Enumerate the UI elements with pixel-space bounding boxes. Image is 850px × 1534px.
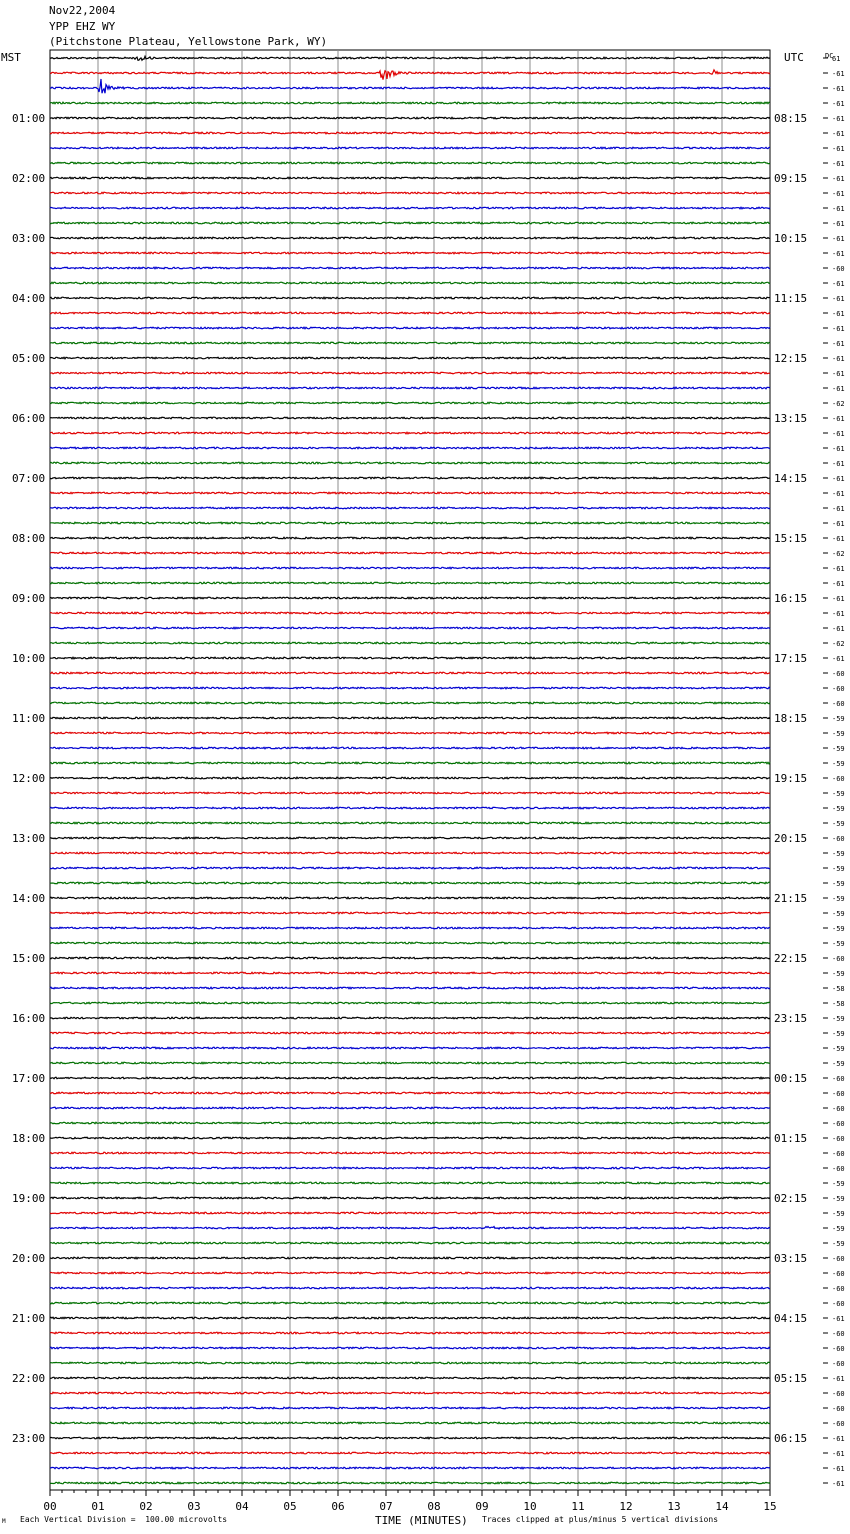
dc-offset-label: -60 <box>832 835 845 843</box>
dc-offset-label: -59 <box>832 1180 845 1188</box>
seismic-trace <box>50 807 770 809</box>
utc-hour-label: 11:15 <box>774 292 808 305</box>
x-tick-label: 02 <box>139 1500 153 1513</box>
dc-offset-label: -62 <box>832 550 845 558</box>
seismic-trace <box>50 717 770 719</box>
dc-offset-label: -61 <box>832 100 845 108</box>
seismic-trace <box>50 117 770 119</box>
seismic-trace <box>50 56 770 60</box>
x-axis-title: TIME (MINUTES) <box>375 1514 468 1527</box>
dc-offset-label: -59 <box>832 730 845 738</box>
dc-offset-label: -61 <box>832 85 845 93</box>
dc-offset-label: -60 <box>832 265 845 273</box>
station-code: YPP EHZ WY <box>49 20 116 33</box>
seismic-trace <box>50 1197 770 1199</box>
utc-hour-label: 12:15 <box>774 352 808 365</box>
mst-hour-label: 04:00 <box>12 292 46 305</box>
seismic-trace <box>50 1482 770 1484</box>
utc-hour-label: 21:15 <box>774 892 808 905</box>
seismic-trace <box>50 1422 770 1424</box>
dc-offset-label: -59 <box>832 805 845 813</box>
mst-hour-label: 12:00 <box>12 772 46 785</box>
dc-offset-label: -61 <box>832 610 845 618</box>
seismic-trace <box>50 1167 770 1169</box>
seismic-trace <box>50 192 770 194</box>
utc-hour-label: 06:15 <box>774 1432 808 1445</box>
utc-hour-label: 20:15 <box>774 832 808 845</box>
seismic-trace <box>50 432 770 434</box>
dc-offset-label: -60 <box>832 1300 845 1308</box>
seismic-trace <box>50 1317 770 1319</box>
dc-offset-label: -60 <box>832 1345 845 1353</box>
dc-offset-label: -60 <box>832 775 845 783</box>
x-tick-label: 10 <box>523 1500 537 1513</box>
dc-offset-label: -61 <box>832 505 845 513</box>
mst-hour-label: 13:00 <box>12 832 46 845</box>
seismic-trace <box>50 822 770 824</box>
seismic-trace <box>50 597 770 599</box>
seismic-trace <box>50 567 770 569</box>
dc-offset-label: -59 <box>832 880 845 888</box>
dc-offset-label: -61 <box>832 325 845 333</box>
seismic-trace <box>50 1152 770 1154</box>
dc-offset-label: -59 <box>832 1015 845 1023</box>
seismic-trace <box>50 342 770 344</box>
seismic-trace <box>50 507 770 509</box>
dc-offset-label: -61 <box>832 445 845 453</box>
mst-hour-label: 02:00 <box>12 172 46 185</box>
dc-offset-label: -61 <box>832 1480 845 1488</box>
dc-offset-label: -61 <box>832 190 845 198</box>
seismic-trace <box>50 747 770 749</box>
dc-offset-label: -61 <box>832 385 845 393</box>
seismic-trace <box>50 1257 770 1259</box>
station-location: (Pitchstone Plateau, Yellowstone Park, WY) <box>49 35 328 48</box>
seismic-trace <box>50 732 770 734</box>
dc-offset-label: -60 <box>832 1420 845 1428</box>
dc-offset-label: -61 <box>832 295 845 303</box>
dc-offset-label: -60 <box>832 1135 845 1143</box>
seismic-trace <box>50 417 770 419</box>
dc-offset-label: -60 <box>832 955 845 963</box>
seismic-trace <box>50 147 770 149</box>
seismic-trace <box>50 132 770 134</box>
seismic-trace <box>50 522 770 524</box>
seismic-trace <box>50 867 770 869</box>
dc-offset-label: -60 <box>832 1105 845 1113</box>
seismic-trace <box>50 942 770 944</box>
mst-label: MST <box>1 51 21 64</box>
seismic-trace <box>50 1467 770 1469</box>
seismic-trace <box>50 762 770 764</box>
x-tick-label: 09 <box>475 1500 489 1513</box>
dc-offset-label: -59 <box>832 865 845 873</box>
dc-offset-label: -61 <box>832 565 845 573</box>
x-tick-label: 05 <box>283 1500 297 1513</box>
dc-offset-label: -59 <box>832 1045 845 1053</box>
dc-offset-label: -62 <box>832 400 845 408</box>
dc-offset-label: -59 <box>832 940 845 948</box>
x-tick-label: 04 <box>235 1500 249 1513</box>
seismic-trace <box>50 492 770 494</box>
mst-hour-label: 07:00 <box>12 472 46 485</box>
dc-offset-label: -60 <box>832 1255 845 1263</box>
mst-hour-label: 23:00 <box>12 1432 46 1445</box>
x-tick-label: 11 <box>571 1500 585 1513</box>
dc-offset-label: -60 <box>832 1330 845 1338</box>
seismic-trace <box>50 372 770 374</box>
seismic-trace <box>50 79 770 93</box>
dc-offset-label: -61 <box>832 655 845 663</box>
clip-note: Traces clipped at plus/minus 5 vertical divisions <box>482 1515 719 1524</box>
dc-offset-label: -60 <box>832 1390 845 1398</box>
dc-offset-label: -61 <box>832 1315 845 1323</box>
seismic-trace <box>50 657 770 659</box>
seismic-trace <box>50 237 770 239</box>
mst-hour-label: 15:00 <box>12 952 46 965</box>
seismic-trace <box>50 912 770 914</box>
utc-hour-label: 14:15 <box>774 472 808 485</box>
dc-offset-label: -60 <box>832 1360 845 1368</box>
seismic-trace <box>50 1362 770 1364</box>
dc-offset-label: -59 <box>832 745 845 753</box>
dc-offset-label: -61 <box>832 520 845 528</box>
seismic-trace <box>50 1077 770 1079</box>
dc-offset-label: -61 <box>832 250 845 258</box>
dc-offset-label: -59 <box>832 1060 845 1068</box>
dc-offset-label: -61 <box>832 475 845 483</box>
seismic-trace <box>50 957 770 959</box>
dc-offset-label: -59 <box>832 715 845 723</box>
seismic-trace <box>50 627 770 629</box>
x-tick-label: 01 <box>91 1500 105 1513</box>
seismic-trace <box>50 987 770 989</box>
seismic-trace <box>50 1437 770 1439</box>
dc-offset-label: -60 <box>832 670 845 678</box>
dc-offset-label: -60 <box>832 1120 845 1128</box>
seismic-trace <box>50 1332 770 1334</box>
x-tick-label: 15 <box>763 1500 777 1513</box>
dc-offset-label: -61 <box>832 1375 845 1383</box>
seismic-trace <box>50 552 770 554</box>
x-tick-label: 12 <box>619 1500 633 1513</box>
mst-hour-label: 21:00 <box>12 1312 46 1325</box>
seismic-trace <box>50 777 770 779</box>
utc-hour-label: 05:15 <box>774 1372 808 1385</box>
dc-offset-label: -61 <box>832 490 845 498</box>
dc-offset-label: -61 <box>832 160 845 168</box>
seismic-trace <box>50 1452 770 1454</box>
dc-offset-label: -60 <box>832 1270 845 1278</box>
seismic-trace <box>50 1272 770 1274</box>
x-tick-label: 13 <box>667 1500 681 1513</box>
utc-hour-label: 09:15 <box>774 172 808 185</box>
seismic-trace <box>50 477 770 479</box>
seismic-trace <box>50 972 770 974</box>
mst-hour-label: 18:00 <box>12 1132 46 1145</box>
seismic-trace <box>50 927 770 929</box>
utc-hour-label: 00:15 <box>774 1072 808 1085</box>
dc-offset-label: -59 <box>832 925 845 933</box>
dc-offset-label: -61 <box>832 175 845 183</box>
seismic-trace <box>50 702 770 704</box>
seismic-trace <box>50 1062 770 1064</box>
dc-offset-label: -59 <box>832 1240 845 1248</box>
seismic-trace <box>50 1407 770 1409</box>
dc-offset-label: -59 <box>832 910 845 918</box>
dc-offset-label: -61 <box>832 535 845 543</box>
seismic-trace <box>50 672 770 674</box>
utc-hour-label: 03:15 <box>774 1252 808 1265</box>
utc-hour-label: 19:15 <box>774 772 808 785</box>
seismic-trace <box>50 1092 770 1094</box>
utc-hour-label: 15:15 <box>774 532 808 545</box>
dc-offset-label: 61 <box>832 55 841 63</box>
dc-offset-label: -59 <box>832 895 845 903</box>
dc-offset-label: -61 <box>832 355 845 363</box>
utc-hour-label: 18:15 <box>774 712 808 725</box>
dc-offset-label: -61 <box>832 115 845 123</box>
x-tick-label: 07 <box>379 1500 393 1513</box>
seismic-trace <box>50 612 770 614</box>
dc-offset-label: -60 <box>832 1405 845 1413</box>
seismic-trace <box>50 582 770 584</box>
dc-offset-label: -60 <box>832 1090 845 1098</box>
dc-offset-label: -60 <box>832 1165 845 1173</box>
mst-hour-label: 22:00 <box>12 1372 46 1385</box>
dc-offset-label: -61 <box>832 220 845 228</box>
seismic-trace <box>50 897 770 899</box>
dc-offset-label: -61 <box>832 340 845 348</box>
dc-offset-label: -60 <box>832 1150 845 1158</box>
dc-offset-label: -61 <box>832 1465 845 1473</box>
seismic-trace <box>50 177 770 179</box>
utc-hour-label: 23:15 <box>774 1012 808 1025</box>
dc-offset-label: -58 <box>832 1000 845 1008</box>
dc-offset-label: -61 <box>832 430 845 438</box>
mst-hour-label: 16:00 <box>12 1012 46 1025</box>
seismic-trace <box>50 102 770 104</box>
seismic-trace <box>50 222 770 224</box>
dc-offset-label: -59 <box>832 970 845 978</box>
mst-hour-label: 03:00 <box>12 232 46 245</box>
utc-hour-label: 22:15 <box>774 952 808 965</box>
seismic-trace <box>50 162 770 164</box>
dc-offset-label: -60 <box>832 1285 845 1293</box>
utc-hour-label: 08:15 <box>774 112 808 125</box>
seismic-trace <box>50 1047 770 1049</box>
seismic-trace <box>50 1032 770 1034</box>
seismic-trace <box>50 1122 770 1124</box>
dc-offset-label: -61 <box>832 625 845 633</box>
seismic-trace <box>50 207 770 209</box>
seismic-trace <box>50 1017 770 1019</box>
seismic-trace <box>50 1242 770 1244</box>
seismic-trace <box>50 837 770 839</box>
dc-offset-label: -61 <box>832 145 845 153</box>
seismic-trace <box>50 1377 770 1379</box>
mst-hour-label: 20:00 <box>12 1252 46 1265</box>
mst-hour-label: 19:00 <box>12 1192 46 1205</box>
seismic-trace <box>50 687 770 689</box>
seismic-trace <box>50 1392 770 1394</box>
seismic-trace <box>50 1002 770 1004</box>
x-tick-label: 08 <box>427 1500 441 1513</box>
mst-hour-label: 17:00 <box>12 1072 46 1085</box>
dc-offset-label: -60 <box>832 685 845 693</box>
seismic-trace <box>50 357 770 359</box>
mst-hour-label: 09:00 <box>12 592 46 605</box>
seismic-trace <box>50 252 770 254</box>
seismic-trace <box>50 70 770 80</box>
seismic-trace <box>50 402 770 404</box>
utc-label: UTC <box>784 51 804 64</box>
x-tick-label: 00 <box>43 1500 57 1513</box>
seismic-trace <box>50 387 770 389</box>
dc-offset-label: -61 <box>832 595 845 603</box>
seismic-trace <box>50 1182 770 1184</box>
seismic-trace <box>50 447 770 449</box>
dc-offset-label: -60 <box>832 700 845 708</box>
x-tick-label: 03 <box>187 1500 201 1513</box>
seismic-trace <box>50 852 770 854</box>
seismic-trace <box>50 881 770 884</box>
dc-offset-label: -61 <box>832 1450 845 1458</box>
utc-hour-label: 13:15 <box>774 412 808 425</box>
seismic-trace <box>50 312 770 314</box>
seismic-trace <box>50 267 770 269</box>
seismic-trace <box>50 1107 770 1109</box>
seismic-trace <box>50 642 770 644</box>
dc-offset-label: -59 <box>832 1030 845 1038</box>
seismic-trace <box>50 1212 770 1214</box>
seismic-trace <box>50 1347 770 1349</box>
dc-offset-label: -61 <box>832 310 845 318</box>
seismic-trace <box>50 462 770 464</box>
corner-mark: M <box>2 1518 6 1525</box>
seismic-trace <box>50 282 770 284</box>
utc-hour-label: 01:15 <box>774 1132 808 1145</box>
seismic-trace <box>50 1137 770 1139</box>
scale-note: Each Vertical Division = 100.00 microvolts <box>20 1515 228 1524</box>
utc-hour-label: 04:15 <box>774 1312 808 1325</box>
utc-hour-label: 02:15 <box>774 1192 808 1205</box>
dc-offset-label: -59 <box>832 820 845 828</box>
dc-offset-label: -61 <box>832 460 845 468</box>
dc-offset-label: -61 <box>832 580 845 588</box>
mst-hour-label: 10:00 <box>12 652 46 665</box>
mst-hour-label: 06:00 <box>12 412 46 425</box>
mst-hour-label: 11:00 <box>12 712 46 725</box>
seismic-trace <box>50 327 770 329</box>
seismic-trace <box>50 1302 770 1304</box>
dc-offset-label: -59 <box>832 1210 845 1218</box>
dc-offset-label: -61 <box>832 415 845 423</box>
dc-offset-label: -58 <box>832 985 845 993</box>
dc-offset-label: -61 <box>832 130 845 138</box>
dc-offset-label: -61 <box>832 235 845 243</box>
dc-offset-label: -61 <box>832 1435 845 1443</box>
dc-offset-label: -61 <box>832 205 845 213</box>
seismic-trace <box>50 537 770 539</box>
seismic-trace <box>50 1287 770 1289</box>
dc-offset-label: -59 <box>832 790 845 798</box>
dc-offset-label: -62 <box>832 640 845 648</box>
dc-offset-label: -60 <box>832 1075 845 1083</box>
mst-hour-label: 01:00 <box>12 112 46 125</box>
utc-hour-label: 10:15 <box>774 232 808 245</box>
dc-offset-label: -59 <box>832 760 845 768</box>
mst-hour-label: 08:00 <box>12 532 46 545</box>
mst-hour-label: 05:00 <box>12 352 46 365</box>
dc-offset-label: -59 <box>832 1225 845 1233</box>
chart-date: Nov22,2004 <box>49 4 116 17</box>
x-tick-label: 14 <box>715 1500 729 1513</box>
utc-hour-label: 16:15 <box>774 592 808 605</box>
dc-offset-label: -61 <box>832 70 845 78</box>
dc-offset-label: -59 <box>832 850 845 858</box>
seismic-trace <box>50 1227 770 1230</box>
utc-hour-label: 17:15 <box>774 652 808 665</box>
dc-offset-label: -61 <box>832 280 845 288</box>
dc-label: DC <box>825 52 834 60</box>
seismic-trace <box>50 792 770 794</box>
dc-offset-label: -61 <box>832 370 845 378</box>
seismic-trace <box>50 297 770 299</box>
x-tick-label: 06 <box>331 1500 345 1513</box>
dc-offset-label: -59 <box>832 1195 845 1203</box>
mst-hour-label: 14:00 <box>12 892 46 905</box>
